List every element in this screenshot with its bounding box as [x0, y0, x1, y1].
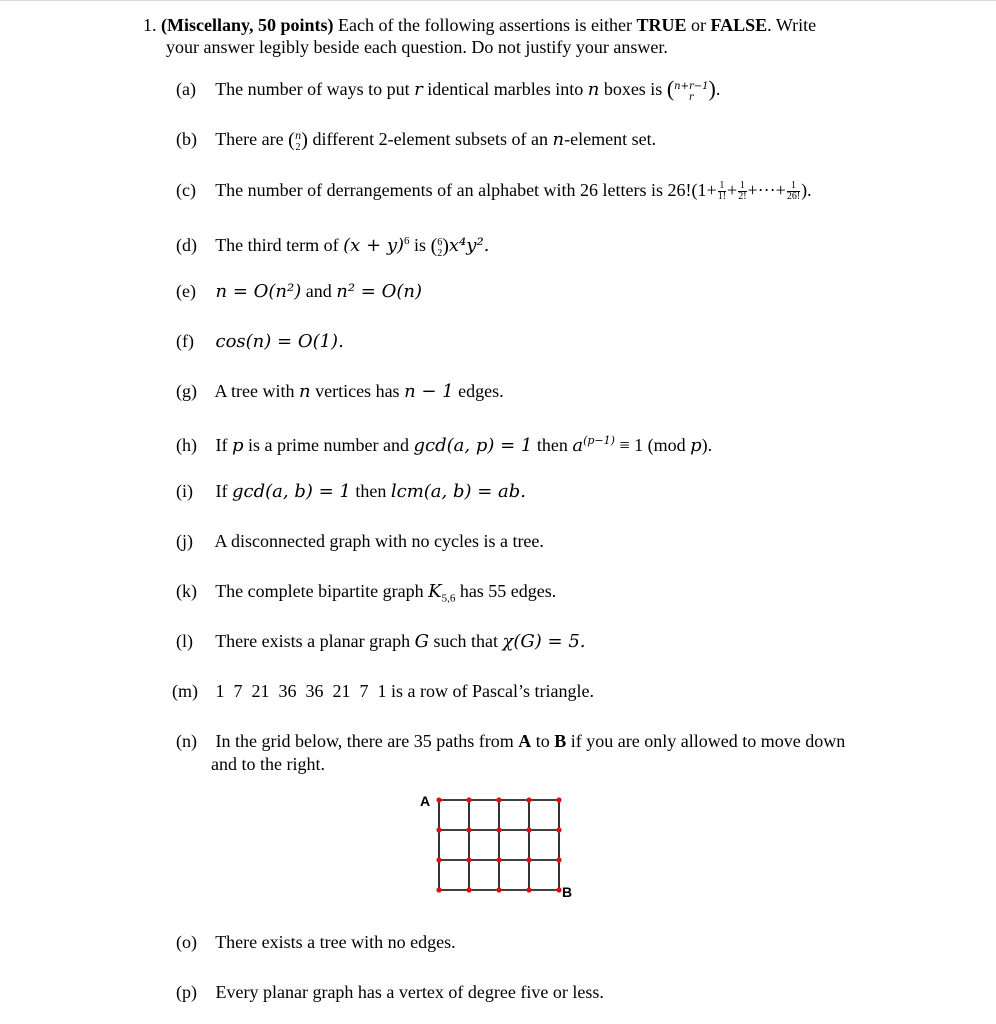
grid-node — [466, 797, 471, 802]
math-var: n — [552, 129, 565, 150]
item-text: ). — [701, 435, 713, 455]
frac-den: 26! — [786, 191, 801, 203]
item-label: (p) — [176, 982, 197, 1002]
math-expr: n² = O(n) — [336, 281, 422, 302]
binom-bottom: r — [688, 92, 694, 104]
math-var: p — [232, 435, 244, 456]
problem-intro-line2: your answer legibly beside each question. Do not justify your answer. — [166, 37, 668, 57]
item-text: boxes is — [603, 79, 663, 99]
item-j — [176, 530, 544, 552]
item-o — [176, 931, 456, 953]
grid-node — [526, 797, 531, 802]
item-d — [176, 230, 489, 259]
math-var: n — [587, 79, 600, 100]
grid-lines — [439, 800, 559, 890]
item-text: ). — [801, 180, 812, 200]
grid-node — [556, 857, 561, 862]
item-text: The complete bipartite graph — [215, 581, 424, 601]
math-expr: n − 1 — [404, 381, 454, 402]
item-text: such that — [433, 631, 498, 651]
math-var: G — [414, 631, 429, 652]
item-c: (c) The number of derrangements of an alphabet with 26 letters is $26!(1+\frac{1}{1!}$ $+\frac{1}{2!}$ $+\cdot\cdot\cdot+\frac{1}{26!}$ ). — [176, 180, 812, 203]
item-text: if you are only allowed to move down — [570, 731, 846, 751]
item-n-line2: and to the right. — [211, 754, 325, 774]
item-label: (b) — [176, 129, 197, 149]
item-label: (h) — [176, 435, 197, 455]
math-expr: lcm(a, b) = ab. — [390, 481, 527, 502]
grid-node — [466, 887, 471, 892]
grid-node — [436, 797, 441, 802]
item-text: The number of derrangements of an alphabet with 26 letters is 26!(1+ — [215, 180, 717, 200]
math-var: p — [690, 435, 702, 456]
item-label: (d) — [176, 235, 197, 255]
item-text: then — [536, 435, 568, 455]
item-label: (l) — [176, 631, 193, 651]
item-text: If — [215, 481, 228, 501]
item-l — [176, 630, 586, 653]
grid-node — [496, 827, 501, 832]
binom-top: n+r−1 — [674, 81, 709, 93]
binomial: (n+r−1 r ) — [666, 76, 716, 104]
item-text: has 55 edges. — [459, 581, 557, 601]
item-f — [176, 330, 344, 353]
pascal-row: 1 7 21 36 36 21 7 1 — [215, 681, 387, 701]
item-text: edges. — [458, 381, 504, 401]
item-e — [176, 280, 422, 303]
math-var: a — [572, 435, 584, 456]
binomial: (6 2) — [430, 234, 449, 259]
grid-label-a: A — [420, 793, 431, 809]
grid-node — [466, 857, 471, 862]
page-top-border — [0, 0, 996, 1]
item-label: (k) — [176, 581, 197, 601]
item-label: (a) — [176, 79, 196, 99]
binom-top: n — [294, 130, 302, 142]
item-label: (m) — [172, 681, 198, 701]
math-expr: cos(n) = O(1). — [215, 331, 344, 352]
math-expr: ≡ 1 (mod — [619, 435, 686, 455]
fraction: $\frac{1}{1!}$ — [717, 180, 727, 203]
item-b — [176, 128, 656, 153]
or-word: or — [690, 15, 706, 35]
grid-node — [496, 797, 501, 802]
math-expr: n = O(n²) — [215, 281, 302, 302]
item-label: (g) — [176, 381, 197, 401]
item-label: (o) — [176, 932, 197, 952]
item-n — [176, 730, 845, 752]
problem-header — [143, 14, 973, 37]
item-text: There exists a tree with no edges. — [215, 932, 456, 952]
math-expr: gcd(a, p) = 1 — [413, 435, 533, 456]
point-b-label: B — [554, 731, 567, 751]
item-text: A disconnected graph with no cycles is a tree. — [214, 531, 544, 551]
math-var: K — [428, 581, 442, 602]
math-var: r — [414, 79, 423, 100]
problem-number: 1. — [143, 15, 157, 35]
frac-den: 1! — [717, 191, 727, 203]
binom-bottom: 2 — [437, 247, 443, 259]
item-i — [176, 480, 526, 503]
item-text: There are — [215, 129, 284, 149]
grid-node — [496, 887, 501, 892]
math-exp: 6 — [404, 235, 410, 247]
grid-node — [466, 827, 471, 832]
grid-label-b: B — [562, 884, 573, 900]
grid-node — [436, 887, 441, 892]
grid-node — [556, 887, 561, 892]
item-text: is a row of Pascal’s triangle. — [391, 681, 594, 701]
intro-end: . Write — [767, 15, 817, 35]
path-grid-figure — [418, 790, 588, 900]
item-text: -element set. — [564, 129, 657, 149]
problem-title: (Miscellany, 50 points) — [161, 15, 334, 35]
item-text: is — [414, 235, 427, 255]
math-sub: 5,6 — [441, 592, 456, 605]
grid-node — [436, 827, 441, 832]
grid-node — [526, 887, 531, 892]
true-word: TRUE — [636, 15, 687, 35]
item-text: and — [305, 281, 332, 301]
item-text: different 2-element subsets of an — [312, 129, 549, 149]
grid-node — [526, 857, 531, 862]
item-m — [172, 680, 594, 702]
math-expr: (x + y) — [343, 235, 405, 256]
item-label: (c) — [176, 180, 196, 200]
item-text: A tree with — [214, 381, 295, 401]
item-label: (e) — [176, 281, 196, 301]
math-exp: (p−1) — [583, 434, 615, 447]
item-label: (j) — [176, 531, 193, 551]
item-a — [176, 78, 720, 103]
math-expr: x⁴y². — [448, 235, 490, 256]
grid-node — [526, 827, 531, 832]
binom-bottom: 2 — [295, 141, 301, 153]
item-text: If — [215, 435, 228, 455]
grid-node — [556, 797, 561, 802]
frac-den: 2! — [738, 191, 747, 203]
item-text: There exists a planar graph — [215, 631, 411, 651]
problem-intro: Each of the following assertions is either — [338, 15, 632, 35]
point-a-label: A — [518, 731, 532, 751]
item-text: then — [355, 481, 387, 501]
item-k — [176, 580, 556, 610]
math-expr: χ(G) = 5. — [502, 631, 586, 652]
item-text: The third term of — [215, 235, 339, 255]
item-text: vertices has — [315, 381, 400, 401]
item-text: In the grid below, there are 35 paths from — [215, 731, 514, 751]
item-text: +···+ — [747, 180, 786, 200]
item-label: (n) — [176, 731, 197, 751]
item-text: Every planar graph has a vertex of degree five or less. — [215, 982, 604, 1002]
item-label: (i) — [176, 481, 193, 501]
item-label: (f) — [176, 331, 194, 351]
item-text: identical marbles into — [427, 79, 584, 99]
false-word: FALSE — [710, 15, 768, 35]
math-var: n — [299, 381, 311, 402]
item-text: . — [715, 79, 721, 99]
fraction: $\frac{1}{2!}$ — [738, 180, 747, 203]
binomial: (n 2) — [288, 128, 308, 153]
grid-node — [496, 857, 501, 862]
grid-node — [556, 827, 561, 832]
binom-top: 6 — [437, 236, 443, 248]
item-text: is a prime number and — [248, 435, 409, 455]
item-p — [176, 981, 604, 1003]
math-expr: gcd(a, b) = 1 — [232, 481, 351, 502]
grid-node — [436, 857, 441, 862]
item-text: to — [535, 731, 550, 751]
item-h — [176, 430, 712, 457]
item-text: The number of ways to put — [215, 79, 410, 99]
fraction: $\frac{1}{26!}$ — [786, 180, 801, 203]
item-g — [176, 380, 504, 403]
